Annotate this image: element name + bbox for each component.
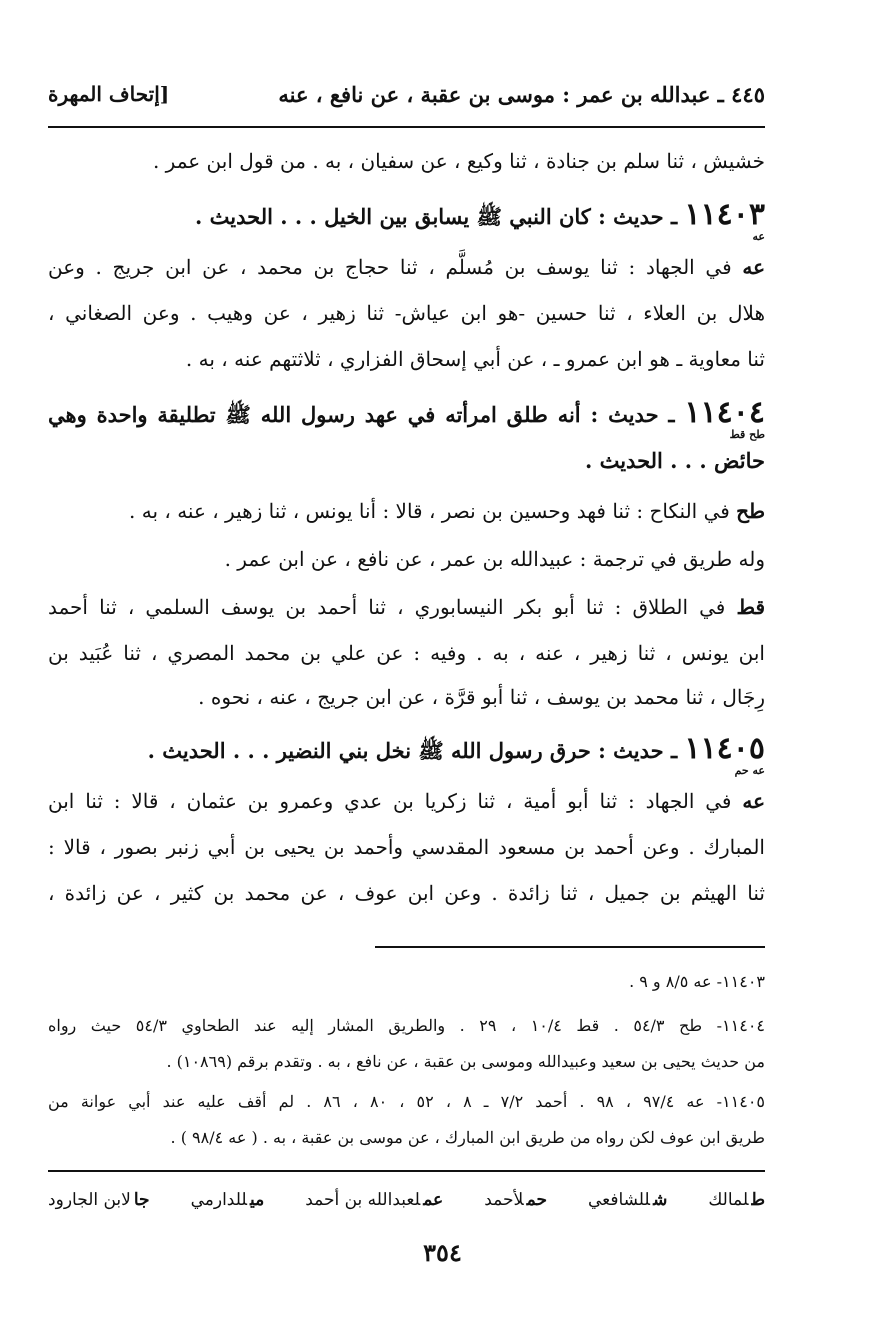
hadith-heading-11403 bbox=[48, 197, 765, 232]
legend-text: للدارمي bbox=[190, 1190, 247, 1210]
legend-item bbox=[305, 1190, 443, 1210]
hadith-heading-11405 bbox=[48, 731, 765, 766]
body-line bbox=[48, 252, 765, 282]
footnote: طريق ابن عوف لكن رواه من طريق ابن المبارك ، عن موسى بن عقبة ، به . ( عه ٩٨/٤ ) . bbox=[170, 1128, 765, 1147]
hadith-heading-text: ـ حديث : حرق رسول الله ﷺ نخل بني النضير . . . الحديث . bbox=[147, 738, 685, 763]
body-line: وله طريق في ترجمة : عبيدالله بن عمر ، عن نافع ، عن ابن عمر . bbox=[224, 547, 765, 571]
hadith-number: ١١٤٠٥ bbox=[684, 731, 765, 766]
body-text: في الطلاق : ثنا أبو بكر النيسابوري ، ثنا أحمد بن يوسف السلمي ، ثنا أحمد bbox=[48, 595, 737, 619]
legend-text: لمالك bbox=[708, 1190, 749, 1210]
hadith-heading-cont: حائض . . . الحديث . bbox=[584, 448, 765, 473]
hadith-heading-text: ـ حديث : أنه طلق امرأته في عهد رسول الله ﷺ تطليقة واحدة وهي bbox=[48, 402, 685, 427]
page-number: ٣٥٤ bbox=[423, 1238, 462, 1267]
legend-item bbox=[484, 1190, 547, 1210]
body-text: في الجهاد : ثنا يوسف بن مُسلَّم ، ثنا حجاج بن محمد ، عن ابن جريج . وعن bbox=[48, 255, 743, 279]
footnote: ١١٤٠٣- عه ٨/٥ و ٩ . bbox=[629, 972, 765, 991]
legend-key: حم bbox=[526, 1190, 547, 1210]
sigla-marker: عه bbox=[752, 230, 765, 243]
source-key: عه bbox=[742, 789, 765, 813]
body-line bbox=[48, 592, 765, 622]
running-head-title: ٤٤٥ ـ عبدالله بن عمر : موسى بن عقبة ، عن نافع ، عنه bbox=[278, 82, 765, 107]
sigla-marker: طح قط bbox=[729, 428, 765, 441]
body-line bbox=[48, 496, 765, 526]
hadith-number: ١١٤٠٣ bbox=[684, 197, 765, 232]
hadith-heading-text: ـ حديث : كان النبي ﷺ يسابق بين الخيل . . . الحديث . bbox=[195, 204, 685, 229]
body-line: المبارك . وعن أحمد بن مسعود المقدسي وأحمد بن يحيى بن أبي زنبر بصور ، قالا : bbox=[48, 835, 765, 859]
legend-key: جا bbox=[133, 1190, 150, 1210]
legend-text: للشافعي bbox=[587, 1190, 651, 1210]
legend-item bbox=[48, 1190, 150, 1210]
footnote: ١١٤٠٥- عه ٩٧/٤ ، ٩٨ . أحمد ٧/٢ ـ ٨ ، ٥٢ ، ٨٠ ، ٨٦ . لم أقف عليه عند أبي عوانة من bbox=[48, 1092, 766, 1111]
footnote: من حديث يحيى بن سعيد وعبيدالله وموسى بن عقبة ، عن نافع ، به . وتقدم برقم (١٠٨٦٩) . bbox=[166, 1052, 765, 1071]
body-text: في الجهاد : ثنا أبو أمية ، ثنا زكريا بن عدي وعمرو بن عثمان ، قالا : ثنا ابن bbox=[48, 789, 743, 813]
hadith-heading-11404 bbox=[48, 395, 765, 430]
source-key: طح bbox=[736, 499, 765, 523]
header-rule bbox=[48, 126, 765, 128]
legend-rule bbox=[48, 1170, 765, 1172]
legend-item bbox=[588, 1190, 667, 1210]
source-key: عه bbox=[742, 255, 765, 279]
body-line: ثنا معاوية ـ هو ابن عمرو ـ ، عن أبي إسحاق الفزاري ، ثلاثتهم عنه ، به . bbox=[185, 347, 765, 371]
sigla-marker: عه حم bbox=[734, 764, 765, 777]
legend-key: مي bbox=[249, 1190, 265, 1210]
sigla-legend bbox=[48, 1190, 765, 1210]
body-line: خشيش ، ثنا سلم بن جنادة ، ثنا وكيع ، عن سفيان ، به . من قول ابن عمر . bbox=[152, 149, 765, 173]
body-line bbox=[48, 786, 765, 816]
body-text: في النكاح : ثنا فهد وحسين بن نصر ، قالا : أنا يونس ، ثنا زهير ، عنه ، به . bbox=[129, 499, 737, 523]
footnote: ١١٤٠٤- طح ٥٤/٣ . قط ١٠/٤ ، ٢٩ . والطريق المشار إليه عند الطحاوي ٥٤/٣ حيث رواه bbox=[48, 1016, 765, 1035]
running-head-book: [إتحاف المهرة bbox=[48, 82, 170, 106]
legend-key: عم bbox=[423, 1190, 444, 1210]
footnote-separator bbox=[375, 946, 765, 948]
legend-key: ط bbox=[751, 1190, 765, 1210]
source-key: قط bbox=[736, 595, 765, 619]
body-line: رِجَال ، ثنا محمد بن يوسف ، ثنا أبو قرَّة ، عن ابن جريج ، عنه ، نحوه . bbox=[198, 685, 765, 709]
hadith-number: ١١٤٠٤ bbox=[684, 395, 765, 430]
legend-item bbox=[708, 1190, 765, 1210]
body-line: ابن يونس ، ثنا زهير ، عنه ، به . وفيه : عن علي بن محمد المصري ، ثنا عُبَيد بن bbox=[48, 641, 765, 665]
body-line: هلال بن العلاء ، ثنا حسين -هو ابن عياش- ثنا زهير ، عن وهيب . وعن الصغاني ، bbox=[48, 301, 765, 325]
legend-item bbox=[191, 1190, 265, 1210]
legend-text: لعبدالله بن أحمد bbox=[305, 1190, 421, 1210]
body-line: ثنا الهيثم بن جميل ، ثنا زائدة . وعن ابن عوف ، عن محمد بن كثير ، عن زائدة ، bbox=[48, 881, 765, 905]
legend-text: لأحمد bbox=[484, 1190, 524, 1210]
legend-key: ش bbox=[653, 1190, 668, 1210]
legend-text: لابن الجارود bbox=[48, 1190, 131, 1210]
